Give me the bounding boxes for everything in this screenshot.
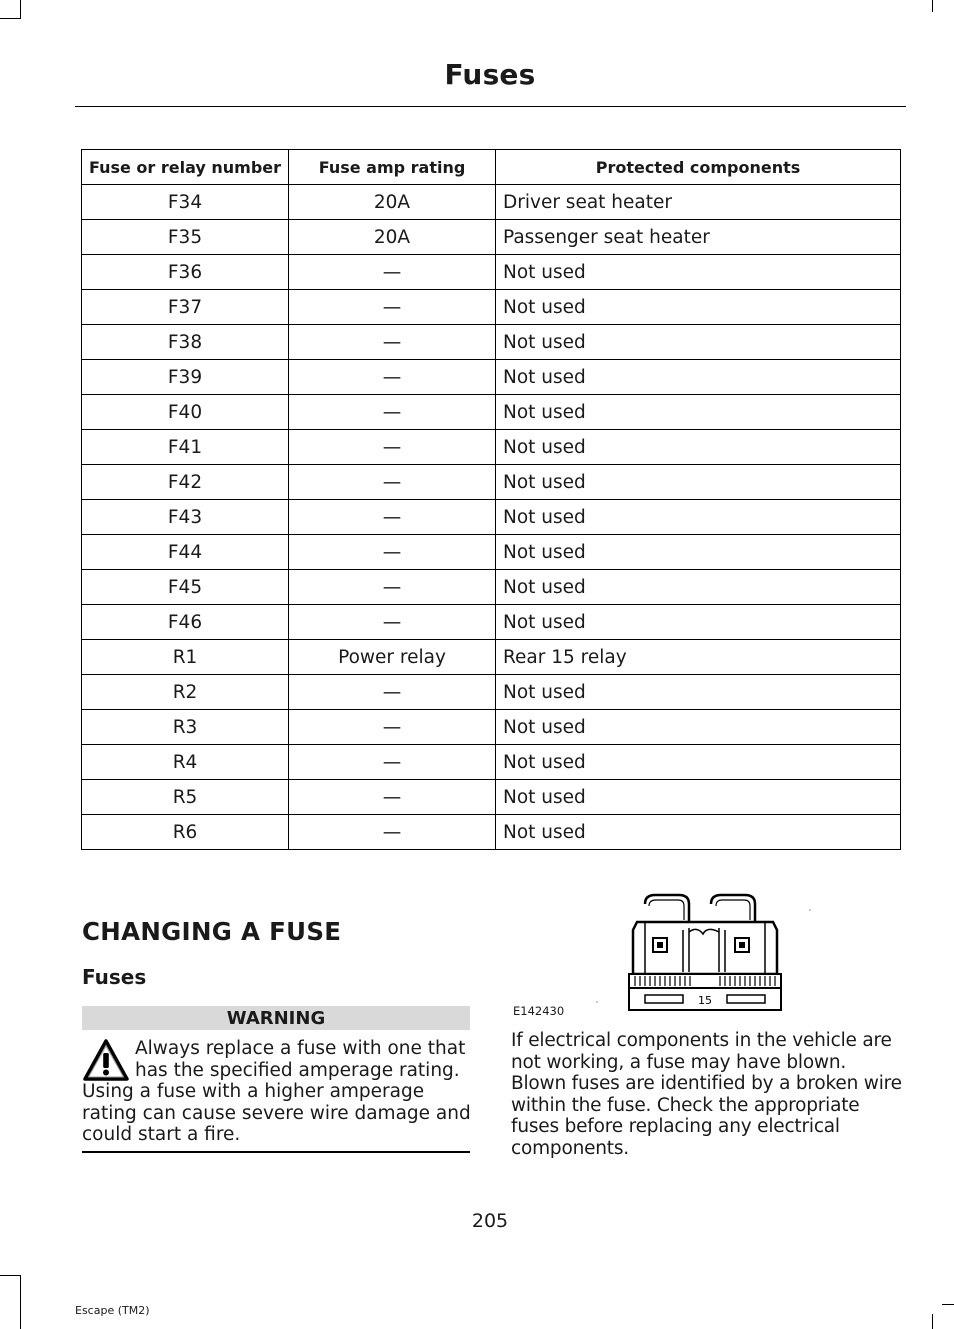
table-row [82, 290, 901, 325]
cell-protected-component: Not used [496, 780, 901, 815]
cell-protected-component: Not used [496, 325, 901, 360]
cell-amp-rating: — [289, 290, 496, 325]
cell-fuse-number: F46 [82, 605, 289, 640]
cell-fuse-number: F41 [82, 430, 289, 465]
cell-fuse-number: F34 [82, 185, 289, 220]
fuse-illustration [585, 892, 825, 1020]
fuse-table [81, 149, 901, 850]
icon-spacer [82, 1038, 135, 1081]
cell-fuse-number: F45 [82, 570, 289, 605]
crop-mark [0, 18, 21, 19]
cell-protected-component: Not used [496, 605, 901, 640]
table-row [82, 745, 901, 780]
table-row [82, 465, 901, 500]
cell-fuse-number: R6 [82, 815, 289, 850]
cell-fuse-number: R3 [82, 710, 289, 745]
crop-mark [932, 1314, 933, 1329]
table-row [82, 255, 901, 290]
crop-mark [0, 1275, 21, 1276]
table-row [82, 640, 901, 675]
warning-text-block [82, 1038, 472, 1146]
section-title: CHANGING A FUSE [82, 917, 342, 946]
table-row [82, 500, 901, 535]
cell-amp-rating: 20A [289, 220, 496, 255]
cell-amp-rating: 20A [289, 185, 496, 220]
body-paragraph: If electrical components in the vehicle are not working, a fuse may have blown. Blown fuses are identified by a broken wire within the fuse. Check the appropriate fuses before replacing any electrical components. [511, 1030, 902, 1159]
table-row [82, 535, 901, 570]
page-title: Fuses [444, 58, 536, 91]
page-number: 205 [471, 1210, 509, 1232]
cell-protected-component: Driver seat heater [496, 185, 901, 220]
table-header-row [82, 150, 901, 185]
cell-fuse-number: F39 [82, 360, 289, 395]
figure-code: E142430 [513, 1004, 565, 1018]
subsection-title: Fuses [82, 965, 147, 989]
cell-amp-rating: — [289, 710, 496, 745]
cell-amp-rating: — [289, 780, 496, 815]
column-header-protected-components: Protected components [496, 150, 901, 185]
table-row [82, 780, 901, 815]
cell-fuse-number: F40 [82, 395, 289, 430]
crop-mark [932, 0, 933, 12]
cell-protected-component: Not used [496, 745, 901, 780]
table-row [82, 395, 901, 430]
header-divider [75, 106, 906, 107]
cell-protected-component: Not used [496, 255, 901, 290]
column-header-fuse-number: Fuse or relay number [82, 150, 289, 185]
cell-amp-rating: — [289, 745, 496, 780]
footer-text: Escape (TM2) [75, 1304, 150, 1317]
cell-protected-component: Not used [496, 290, 901, 325]
cell-amp-rating: — [289, 465, 496, 500]
table-row [82, 220, 901, 255]
table-row [82, 360, 901, 395]
cell-fuse-number: F35 [82, 220, 289, 255]
cell-amp-rating: — [289, 360, 496, 395]
cell-fuse-number: R1 [82, 640, 289, 675]
cell-fuse-number: R5 [82, 780, 289, 815]
cell-amp-rating: — [289, 535, 496, 570]
warning-divider [82, 1151, 470, 1153]
cell-protected-component: Not used [496, 815, 901, 850]
cell-amp-rating: — [289, 675, 496, 710]
table-row [82, 675, 901, 710]
cell-fuse-number: F37 [82, 290, 289, 325]
table-row [82, 570, 901, 605]
column-header-amp-rating: Fuse amp rating [289, 150, 496, 185]
cell-fuse-number: F36 [82, 255, 289, 290]
cell-protected-component: Not used [496, 465, 901, 500]
cell-amp-rating: — [289, 605, 496, 640]
cell-amp-rating: — [289, 570, 496, 605]
cell-amp-rating: — [289, 815, 496, 850]
table-row [82, 815, 901, 850]
cell-amp-rating: — [289, 430, 496, 465]
cell-amp-rating: — [289, 500, 496, 535]
cell-protected-component: Passenger seat heater [496, 220, 901, 255]
cell-protected-component: Not used [496, 395, 901, 430]
cell-fuse-number: F42 [82, 465, 289, 500]
crop-mark [20, 1275, 21, 1329]
crop-mark [20, 0, 21, 18]
cell-amp-rating: — [289, 395, 496, 430]
warning-label: WARNING [82, 1006, 470, 1030]
table-row [82, 605, 901, 640]
cell-fuse-number: F44 [82, 535, 289, 570]
cell-fuse-number: F43 [82, 500, 289, 535]
cell-amp-rating: — [289, 255, 496, 290]
cell-fuse-number: R2 [82, 675, 289, 710]
cell-fuse-number: R4 [82, 745, 289, 780]
cell-protected-component: Not used [496, 360, 901, 395]
cell-amp-rating: — [289, 325, 496, 360]
fuse-rating-label: 15 [698, 994, 712, 1007]
crop-mark [942, 1304, 954, 1305]
cell-protected-component: Not used [496, 570, 901, 605]
cell-protected-component: Not used [496, 500, 901, 535]
cell-protected-component: Rear 15 relay [496, 640, 901, 675]
cell-protected-component: Not used [496, 710, 901, 745]
cell-protected-component: Not used [496, 430, 901, 465]
warning-text: Always replace a fuse with one that has the specified amperage rating. Using a fuse with a higher amperage rating can cause severe wire damage and could start a fire. [82, 1038, 471, 1145]
table-row [82, 185, 901, 220]
table-row [82, 325, 901, 360]
table-row [82, 710, 901, 745]
cell-protected-component: Not used [496, 535, 901, 570]
cell-protected-component: Not used [496, 675, 901, 710]
cell-amp-rating: Power relay [289, 640, 496, 675]
table-row [82, 430, 901, 465]
cell-fuse-number: F38 [82, 325, 289, 360]
